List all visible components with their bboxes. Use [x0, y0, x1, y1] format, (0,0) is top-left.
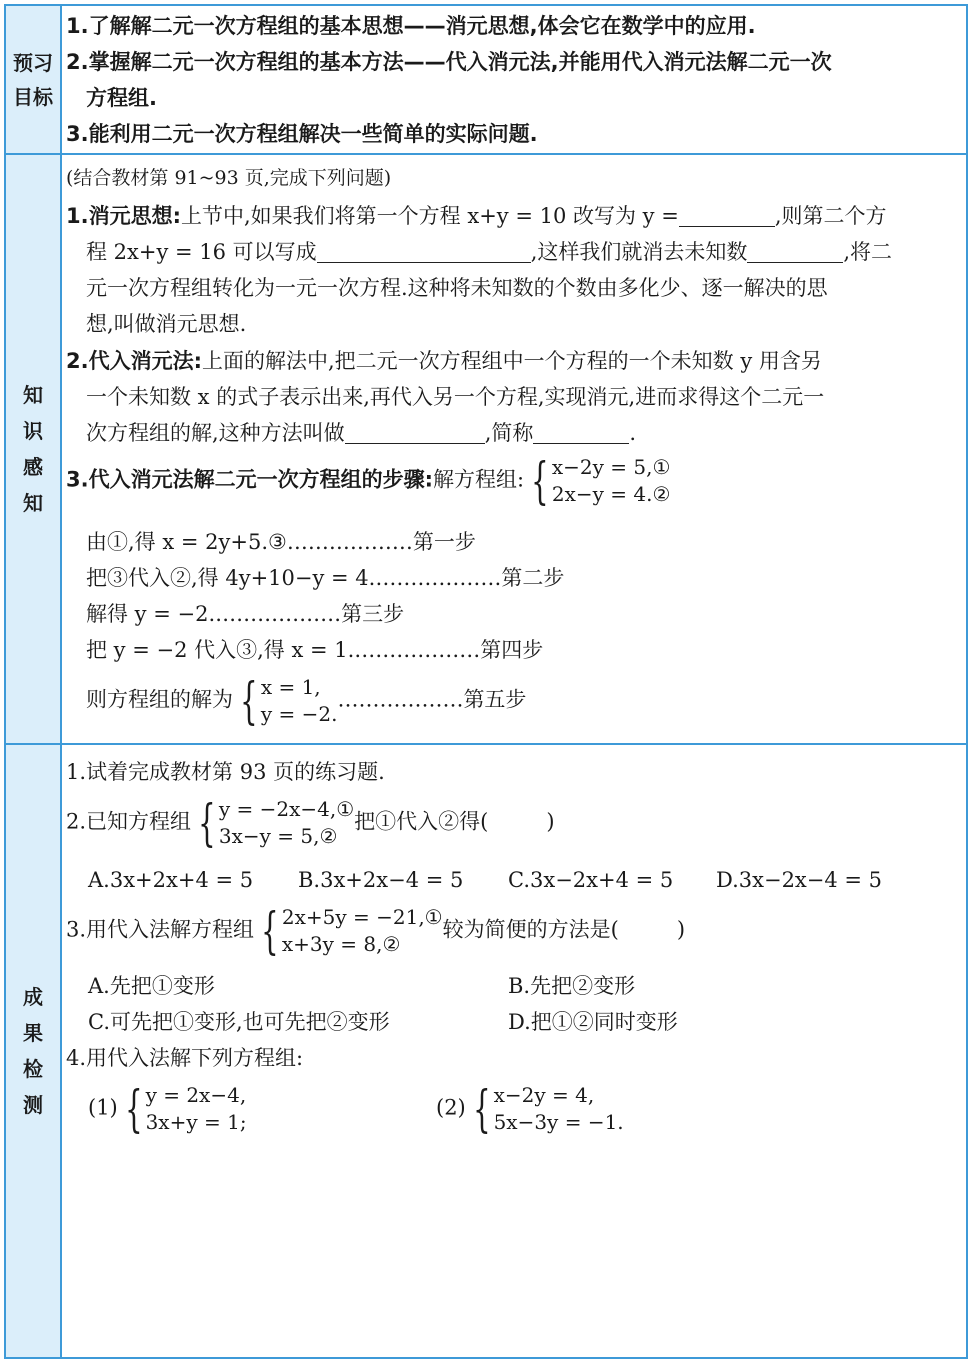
knowledge-2-text: ,简称 [484, 421, 534, 445]
equation-system: { y = −2x−4,① 3x−y = 5,② [198, 794, 355, 852]
question-4-part-1 [88, 1082, 247, 1136]
equation-row: 5x−3y = −1. [493, 1110, 624, 1134]
step-5-tail: ………………第五步 [337, 687, 527, 712]
equation-row: x−2y = 5,① [551, 455, 671, 479]
step-4: 把 y = −2 代入③,得 x = 1.………………第四步 [86, 638, 544, 662]
equation-system: { x−2y = 4, 5x−3y = −1. [472, 1080, 624, 1138]
section-label-check-cell [6, 744, 62, 1357]
goal-2-cont: 方程组. [86, 86, 157, 110]
question-2 [66, 796, 555, 850]
question-3-tail: 较为简便的方法是( [442, 917, 619, 942]
section-label-goals: 预习目标 [13, 51, 53, 109]
knowledge-1-text: 程 2x+y = 16 可以写成 [86, 240, 317, 264]
knowledge-1-line-4: 想,叫做消元思想. [86, 312, 247, 336]
equation-system: { y = 2x−4, 3x+y = 1; [124, 1080, 247, 1138]
question-2-lead: 2.已知方程组 [66, 809, 192, 834]
question-3-lead: 3.用代入法解方程组 [66, 917, 255, 942]
solution-system: { x = 1, y = −2. [240, 672, 338, 730]
knowledge-intro: (结合教材第 91~93 页,完成下列问题) [66, 167, 392, 189]
knowledge-1-text: 上节中,如果我们将第一个方程 x+y = 10 改写为 y = [181, 204, 679, 228]
row-divider [6, 153, 966, 155]
knowledge-2-line-2: 一个未知数 x 的式子表示出来,再代入另一个方程,实现消元,进而求得这个二元一 [86, 385, 825, 409]
step-2: 把③代入②,得 4y+10−y = 4.………………第二步 [86, 566, 565, 590]
row-divider [6, 743, 966, 745]
equation-row: x = 1, [260, 675, 321, 699]
equation-row: y = −2. [260, 702, 338, 726]
step-5-lead: 则方程组的解为 [86, 687, 233, 712]
knowledge-2-text: 上面的解法中,把二元一次方程组中一个方程的一个未知数 y 用含另 [202, 349, 822, 373]
equation-row: 3x+y = 1; [145, 1110, 247, 1134]
q2-option-c[interactable]: C.3x−2x+4 = 5 [508, 868, 674, 892]
equation-row: x+3y = 8,② [281, 932, 401, 956]
knowledge-3-lead: 解方程组: [433, 467, 525, 492]
question-2-close: ) [546, 809, 555, 834]
knowledge-2-text: 次方程组的解,这种方法叫做 [86, 421, 345, 445]
goal-3: 3.能利用二元一次方程组解决一些简单的实际问题. [66, 122, 538, 146]
q3-option-d[interactable]: D.把①②同时变形 [508, 1010, 678, 1034]
q2-option-b[interactable]: B.3x+2x−4 = 5 [298, 868, 464, 892]
question-4-part-2 [436, 1082, 624, 1136]
knowledge-1-text: ,这样我们就消去未知数 [530, 240, 748, 264]
knowledge-3-title: 3.代入消元法解二元一次方程组的步骤: [66, 467, 433, 492]
goal-1: 1.了解解二元一次方程组的基本思想——消元思想,体会它在数学中的应用. [66, 14, 756, 38]
equation-system: { 2x+5y = −21,① x+3y = 8,② [261, 902, 443, 960]
knowledge-1-line-3: 元一次方程组转化为一元一次方程.这种将未知数的个数由多化少、逐一解决的思 [86, 276, 828, 300]
equation-row: y = 2x−4, [145, 1083, 247, 1107]
knowledge-1-title: 1.消元思想: [66, 204, 181, 228]
q2-option-a[interactable]: A.3x+2x+4 = 5 [88, 868, 254, 892]
answer-blank[interactable] [317, 242, 531, 263]
part-label: (2) [436, 1095, 466, 1120]
equation-row: 3x−y = 5,② [218, 824, 338, 848]
knowledge-2-title: 2.代入消元法: [66, 349, 202, 373]
step-3: 解得 y = −2.………………第三步 [86, 602, 405, 626]
knowledge-2-line-1 [66, 347, 822, 375]
question-1: 1.试着完成教材第 93 页的练习题. [66, 760, 385, 784]
section-label-goals-cell [6, 6, 62, 154]
equation-system: { x−2y = 5,① 2x−y = 4.② [531, 452, 671, 510]
answer-area[interactable] [64, 1146, 966, 1357]
worksheet-table [4, 4, 968, 1359]
knowledge-1-line-1 [66, 202, 887, 230]
knowledge-2-line-3 [86, 419, 636, 447]
knowledge-1-text: ,将二 [843, 240, 893, 264]
section-label-knowledge-cell [6, 154, 62, 744]
part-label: (1) [88, 1095, 118, 1120]
q3-option-a[interactable]: A.先把①变形 [88, 974, 215, 998]
equation-row: 2x−y = 4.② [551, 482, 671, 506]
equation-row: 2x+5y = −21,① [281, 905, 443, 929]
step-1: 由①,得 x = 2y+5.③………………第一步 [86, 530, 476, 554]
equation-row: x−2y = 4, [493, 1083, 595, 1107]
question-3 [66, 904, 685, 958]
q3-option-c[interactable]: C.可先把①变形,也可先把②变形 [88, 1010, 390, 1034]
equation-row: y = −2x−4,① [218, 797, 355, 821]
q2-option-d[interactable]: D.3x−2x−4 = 5 [716, 868, 883, 892]
knowledge-3-line [66, 454, 670, 508]
knowledge-1-text-end: ,则第二个方 [774, 204, 887, 228]
answer-blank[interactable] [345, 423, 485, 444]
section-label-knowledge: 知识感知 [23, 383, 43, 515]
question-2-tail: 把①代入②得( [354, 809, 489, 834]
section-label-check: 成果检测 [23, 984, 43, 1117]
knowledge-2-text: . [629, 421, 637, 445]
q3-option-b[interactable]: B.先把②变形 [508, 974, 636, 998]
question-4: 4.用代入法解下列方程组: [66, 1046, 304, 1070]
answer-blank[interactable] [533, 423, 629, 444]
answer-blank[interactable] [679, 206, 775, 227]
question-3-close: ) [676, 917, 686, 942]
step-5 [86, 674, 526, 728]
knowledge-1-line-2 [86, 238, 892, 266]
answer-blank[interactable] [747, 242, 843, 263]
goal-2: 2.掌握解二元一次方程组的基本方法——代入消元法,并能用代入消元法解二元一次 [66, 50, 832, 74]
